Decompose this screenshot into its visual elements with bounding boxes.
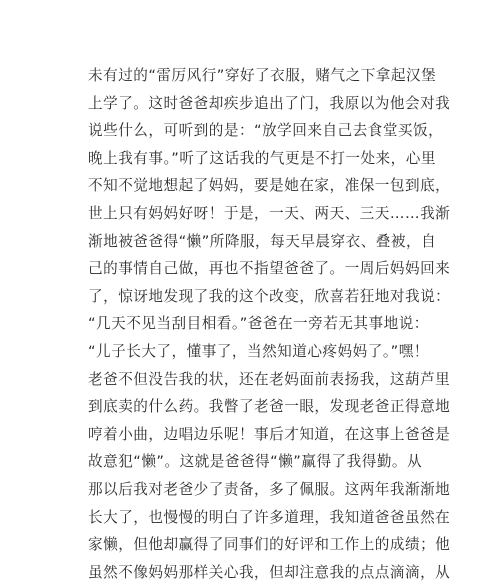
- text-line: 到底卖的什么药。我瞥了老爸一眼，发现老爸正得意地: [88, 398, 451, 416]
- text-line: 了，惊讶地发现了我的这个改变，欣喜若狂地对我说：: [88, 287, 451, 305]
- essay-text-block: [88, 62, 451, 586]
- text-line: 那以后我对老爸少了责备，多了佩服。这两年我渐渐地: [88, 480, 451, 498]
- text-line: 渐地被爸爸得“懒”所降服，每天早晨穿衣、叠被，自: [88, 232, 437, 250]
- text-line: 虽然不像妈妈那样关心我，但却注意我的点点滴滴，从: [88, 563, 451, 581]
- text-line: “几天不见当刮目相看。”爸爸在一旁若无其事地说：: [88, 315, 429, 333]
- text-line: 说些什么，可听到的是：“放学回来自己去食堂买饭，: [88, 122, 444, 140]
- text-line: 己的事情自己做，再也不指望爸爸了。一周后妈妈回来: [88, 260, 451, 278]
- text-line: 不知不觉地想起了妈妈，要是她在家，准保一包到底，: [88, 177, 451, 195]
- text-line: “儿子长大了，懂事了，当然知道心疼妈妈了。”嘿！: [88, 342, 429, 360]
- text-line: 世上只有妈妈好呀！于是，一天、两天、三天……我渐: [88, 204, 451, 222]
- text-line: 未有过的“雷厉风行”穿好了衣服，赌气之下拿起汉堡: [88, 67, 437, 84]
- text-line: 老爸不但没告我的状，还在老妈面前表扬我，这葫芦里: [88, 370, 451, 388]
- text-line: 故意犯“懒”。这就是爸爸得“懒”赢得了我得勤。从: [88, 453, 423, 471]
- text-line: 上学了。这时爸爸却疾步追出了门，我原以为他会对我: [88, 94, 451, 112]
- text-line: 晚上我有事。”听了这话我的气更是不打一处来，心里: [88, 149, 436, 167]
- text-line: 长大了，也慢慢的明白了许多道理，我知道爸爸虽然在: [88, 508, 451, 526]
- text-line: 家懒，但他却赢得了同事们的好评和工作上的成绩；他: [88, 536, 451, 554]
- text-line: 哼着小曲，边唱边乐呢！事后才知道，在这事上爸爸是: [88, 425, 451, 443]
